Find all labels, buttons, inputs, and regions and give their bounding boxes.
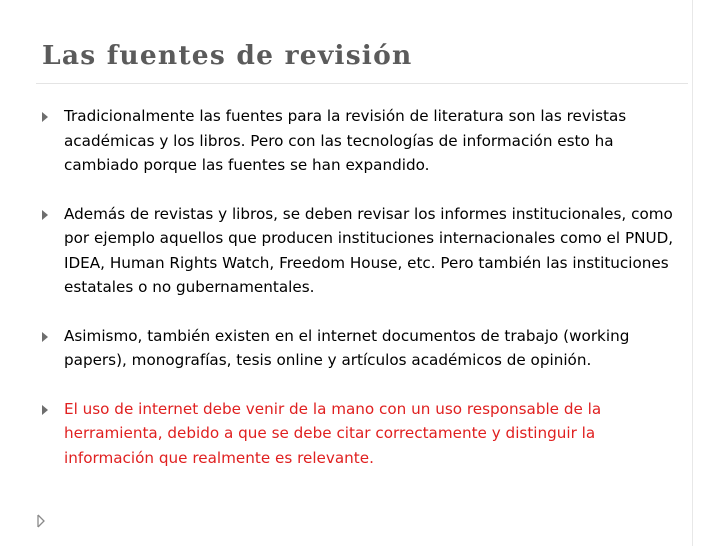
- triangle-bullet-icon: [42, 112, 48, 122]
- bullet-text: Además de revistas y libros, se deben revisar los informes institucionales, como por ejemplo aquellos que producen instituciones internacionales como el PNUD, IDEA, Human Rights Watch, Freedom House, etc. Pero también las instituciones estatales o no gubernamentales.: [64, 204, 674, 296]
- bullet-text: Tradicionalmente las fuentes para la revisión de literatura son las revistas académicas y los libros. Pero con las tecnologías de información esto ha cambiado porque las fuentes se han expandido.: [64, 107, 627, 174]
- outline-triangle-bullet-icon: [37, 514, 45, 528]
- bullet-text: Asimismo, también existen en el internet documentos de trabajo (working papers), monografías, tesis online y artículos académicos de opinión.: [64, 326, 630, 369]
- triangle-bullet-icon: [42, 405, 48, 415]
- triangle-bullet-icon: [42, 332, 48, 342]
- right-border-line: [692, 0, 693, 546]
- slide-title: Las fuentes de revisión: [42, 40, 413, 71]
- triangle-bullet-icon: [42, 210, 48, 220]
- bullet-item: [40, 324, 690, 373]
- bullet-list: [40, 104, 690, 494]
- bullet-item: [40, 104, 690, 178]
- bullet-text: El uso de internet debe venir de la mano con un uso responsable de la herramienta, debido a que se debe citar correctamente y distinguir la información que realmente es relevante.: [64, 399, 602, 467]
- bullet-item-highlight: [40, 397, 690, 471]
- bullet-item: [40, 202, 690, 300]
- title-divider: [36, 83, 688, 84]
